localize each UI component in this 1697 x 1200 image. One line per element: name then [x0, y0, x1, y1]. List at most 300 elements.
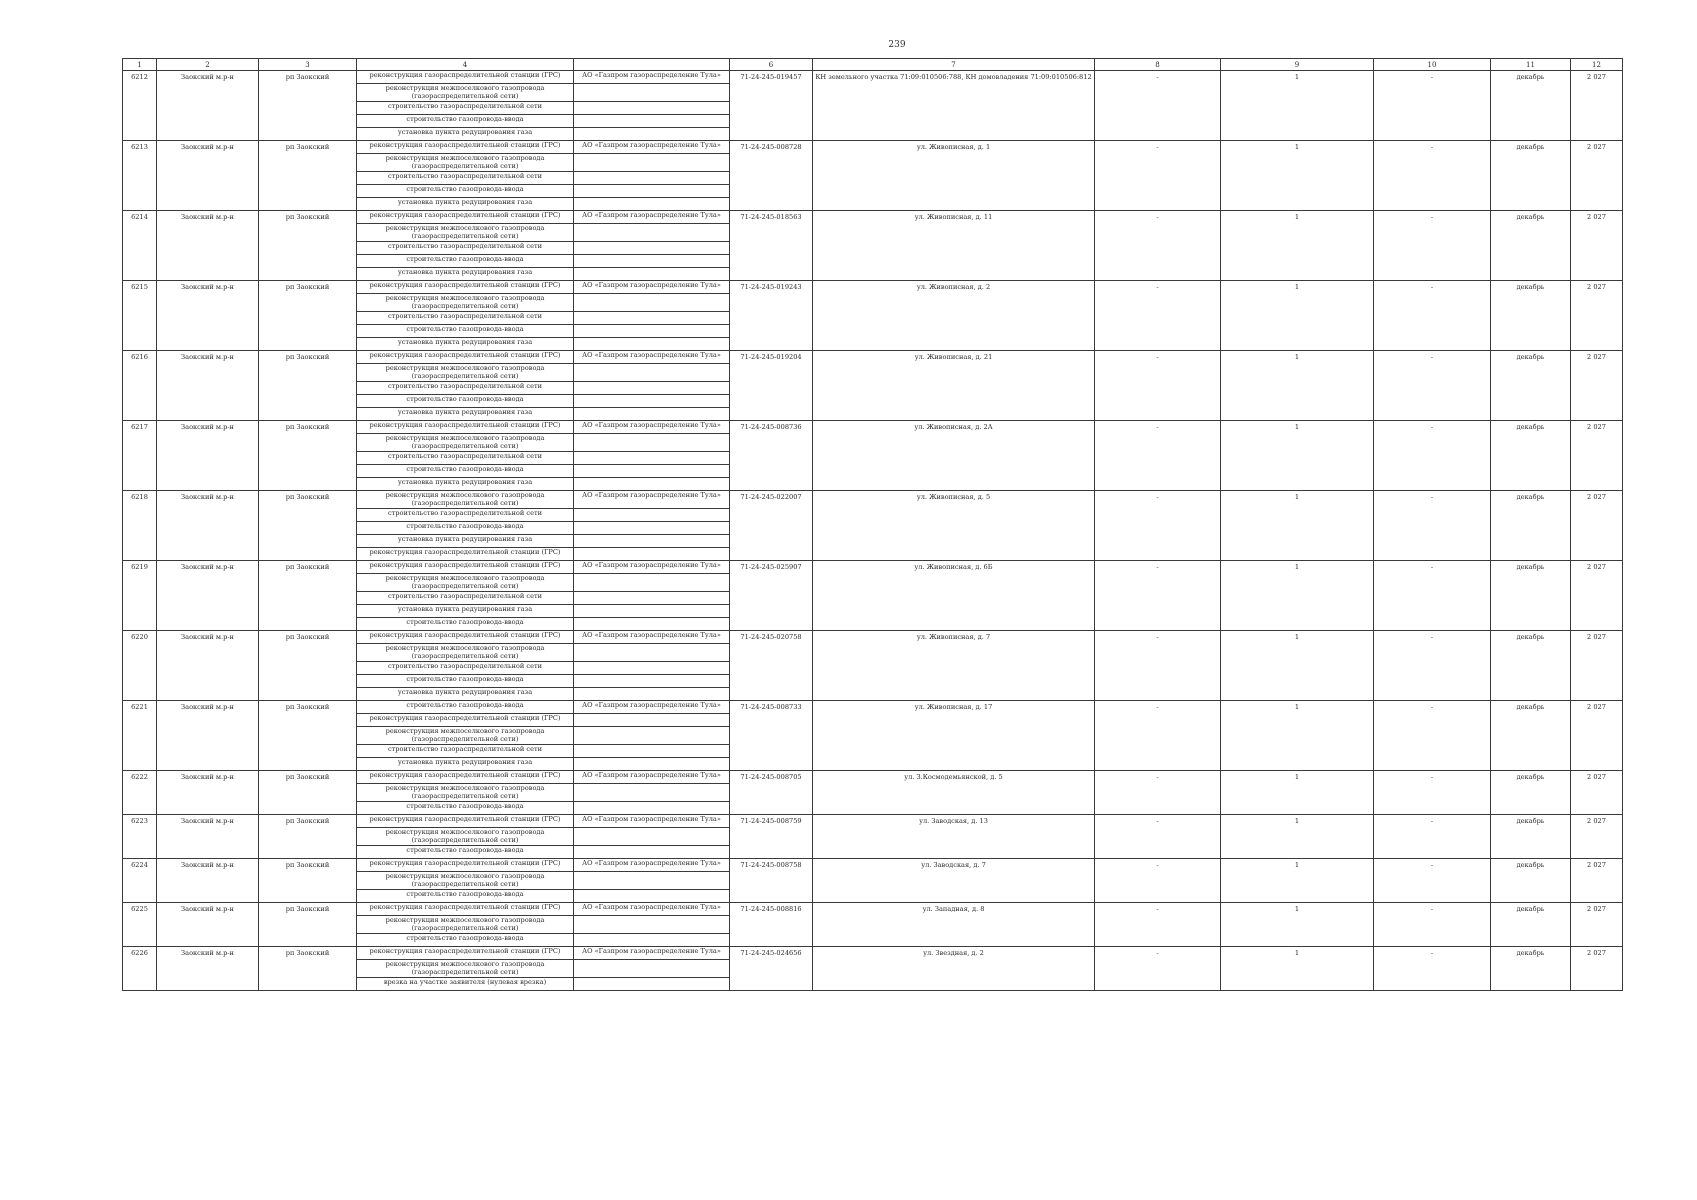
district-cell: Заокский м.р-н: [157, 903, 259, 947]
work-cell: строительство газораспределительной сети: [357, 382, 574, 395]
work-cell: реконструкция межпоселкового газопровода (газораспределительной сети): [357, 294, 574, 312]
col9-cell: 1: [1221, 771, 1374, 815]
org-cell: [574, 592, 730, 605]
work-cell: реконструкция межпоселкового газопровода (газораспределительной сети): [357, 784, 574, 802]
col10-cell: -: [1374, 211, 1491, 281]
table-row: [123, 491, 1623, 509]
gasification-table: [122, 58, 1623, 991]
row-number: 6214: [123, 211, 157, 281]
district-cell: Заокский м.р-н: [157, 211, 259, 281]
month-cell: декабрь: [1491, 771, 1571, 815]
month-cell: декабрь: [1491, 491, 1571, 561]
row-number: 6221: [123, 701, 157, 771]
work-cell: установка пункта редуцирования газа: [357, 478, 574, 491]
settlement-cell: рп Заокский: [259, 351, 357, 421]
col10-cell: -: [1374, 141, 1491, 211]
table-row: [123, 771, 1623, 784]
table-row: [123, 561, 1623, 574]
work-cell: реконструкция газораспределительной станции (ГРС): [357, 859, 574, 872]
table-row: [123, 141, 1623, 154]
org-cell: [574, 224, 730, 242]
org-cell: [574, 185, 730, 198]
year-cell: 2 027: [1571, 701, 1623, 771]
work-cell: реконструкция газораспределительной станции (ГРС): [357, 947, 574, 960]
col8-cell: -: [1095, 903, 1221, 947]
header-cell: 4: [357, 59, 574, 71]
col10-cell: -: [1374, 815, 1491, 859]
settlement-cell: рп Заокский: [259, 815, 357, 859]
work-cell: строительство газораспределительной сети: [357, 745, 574, 758]
org-cell: АО «Газпром газораспределение Тула»: [574, 491, 730, 509]
work-cell: реконструкция газораспределительной станции (ГРС): [357, 771, 574, 784]
org-cell: [574, 548, 730, 561]
work-cell: строительство газораспределительной сети: [357, 592, 574, 605]
work-cell: реконструкция межпоселкового газопровода (газораспределительной сети): [357, 84, 574, 102]
org-cell: [574, 745, 730, 758]
header-cell: 11: [1491, 59, 1571, 71]
settlement-cell: рп Заокский: [259, 71, 357, 141]
work-cell: установка пункта редуцирования газа: [357, 268, 574, 281]
org-cell: АО «Газпром газораспределение Тула»: [574, 421, 730, 434]
work-cell: врезка на участке заявителя (нулевая врезка): [357, 978, 574, 991]
row-number: 6216: [123, 351, 157, 421]
org-cell: [574, 242, 730, 255]
month-cell: декабрь: [1491, 421, 1571, 491]
month-cell: декабрь: [1491, 903, 1571, 947]
work-cell: реконструкция газораспределительной станции (ГРС): [357, 421, 574, 434]
header-cell: [574, 59, 730, 71]
header-cell: 2: [157, 59, 259, 71]
work-cell: строительство газопровода-ввода: [357, 395, 574, 408]
row-number: 6224: [123, 859, 157, 903]
district-cell: Заокский м.р-н: [157, 491, 259, 561]
year-cell: 2 027: [1571, 771, 1623, 815]
col8-cell: -: [1095, 947, 1221, 991]
work-cell: установка пункта редуцирования газа: [357, 535, 574, 548]
work-cell: реконструкция газораспределительной станции (ГРС): [357, 631, 574, 644]
col10-cell: -: [1374, 351, 1491, 421]
work-cell: установка пункта редуцирования газа: [357, 605, 574, 618]
work-cell: строительство газопровода-ввода: [357, 802, 574, 815]
settlement-cell: рп Заокский: [259, 701, 357, 771]
org-cell: [574, 872, 730, 890]
code-cell: 71-24-245-008758: [730, 859, 813, 903]
col9-cell: 1: [1221, 815, 1374, 859]
work-cell: реконструкция межпоселкового газопровода (газораспределительной сети): [357, 434, 574, 452]
org-cell: [574, 84, 730, 102]
col10-cell: -: [1374, 421, 1491, 491]
district-cell: Заокский м.р-н: [157, 421, 259, 491]
org-cell: АО «Газпром газораспределение Тула»: [574, 859, 730, 872]
org-cell: [574, 802, 730, 815]
work-cell: реконструкция межпоселкового газопровода (газораспределительной сети): [357, 364, 574, 382]
year-cell: 2 027: [1571, 421, 1623, 491]
org-cell: [574, 154, 730, 172]
org-cell: [574, 522, 730, 535]
settlement-cell: рп Заокский: [259, 141, 357, 211]
org-cell: [574, 128, 730, 141]
work-cell: реконструкция межпоселкового газопровода (газораспределительной сети): [357, 960, 574, 978]
work-cell: реконструкция газораспределительной станции (ГРС): [357, 815, 574, 828]
org-cell: [574, 758, 730, 771]
work-cell: строительство газопровода-ввода: [357, 618, 574, 631]
org-cell: АО «Газпром газораспределение Тула»: [574, 351, 730, 364]
district-cell: Заокский м.р-н: [157, 771, 259, 815]
col10-cell: -: [1374, 859, 1491, 903]
settlement-cell: рп Заокский: [259, 561, 357, 631]
org-cell: [574, 255, 730, 268]
year-cell: 2 027: [1571, 71, 1623, 141]
col9-cell: 1: [1221, 947, 1374, 991]
code-cell: 71-24-245-022007: [730, 491, 813, 561]
address-cell: ул. Заводская, д. 13: [813, 815, 1095, 859]
work-cell: реконструкция газораспределительной станции (ГРС): [357, 281, 574, 294]
org-cell: [574, 727, 730, 745]
org-cell: [574, 934, 730, 947]
col10-cell: -: [1374, 903, 1491, 947]
settlement-cell: рп Заокский: [259, 631, 357, 701]
district-cell: Заокский м.р-н: [157, 351, 259, 421]
org-cell: [574, 102, 730, 115]
org-cell: АО «Газпром газораспределение Тула»: [574, 281, 730, 294]
year-cell: 2 027: [1571, 141, 1623, 211]
work-cell: строительство газопровода-ввода: [357, 185, 574, 198]
col8-cell: -: [1095, 141, 1221, 211]
address-cell: ул. Живописная, д. 17: [813, 701, 1095, 771]
settlement-cell: рп Заокский: [259, 421, 357, 491]
work-cell: строительство газораспределительной сети: [357, 662, 574, 675]
header-row: [123, 59, 1623, 71]
org-cell: [574, 408, 730, 421]
settlement-cell: рп Заокский: [259, 771, 357, 815]
org-cell: [574, 605, 730, 618]
address-cell: КН земельного участка 71:09:010506:788, КН домовладения 71:09:010506:812: [813, 71, 1095, 141]
org-cell: [574, 714, 730, 727]
work-cell: строительство газораспределительной сети: [357, 172, 574, 185]
year-cell: 2 027: [1571, 631, 1623, 701]
org-cell: [574, 294, 730, 312]
district-cell: Заокский м.р-н: [157, 281, 259, 351]
org-cell: [574, 846, 730, 859]
year-cell: 2 027: [1571, 903, 1623, 947]
work-cell: реконструкция межпоселкового газопровода (газораспределительной сети): [357, 491, 574, 509]
year-cell: 2 027: [1571, 859, 1623, 903]
address-cell: ул. Живописная, д. 1: [813, 141, 1095, 211]
org-cell: [574, 675, 730, 688]
col9-cell: 1: [1221, 281, 1374, 351]
org-cell: АО «Газпром газораспределение Тула»: [574, 211, 730, 224]
col8-cell: -: [1095, 211, 1221, 281]
district-cell: Заокский м.р-н: [157, 701, 259, 771]
col9-cell: 1: [1221, 561, 1374, 631]
work-cell: строительство газопровода-ввода: [357, 890, 574, 903]
table-row: [123, 281, 1623, 294]
org-cell: [574, 338, 730, 351]
settlement-cell: рп Заокский: [259, 947, 357, 991]
work-cell: строительство газораспределительной сети: [357, 102, 574, 115]
work-cell: реконструкция межпоселкового газопровода (газораспределительной сети): [357, 727, 574, 745]
work-cell: реконструкция газораспределительной станции (ГРС): [357, 903, 574, 916]
header-cell: 6: [730, 59, 813, 71]
work-cell: реконструкция газораспределительной станции (ГРС): [357, 714, 574, 727]
org-cell: АО «Газпром газораспределение Тула»: [574, 903, 730, 916]
work-cell: строительство газораспределительной сети: [357, 509, 574, 522]
work-cell: установка пункта редуцирования газа: [357, 198, 574, 211]
org-cell: [574, 574, 730, 592]
org-cell: [574, 382, 730, 395]
year-cell: 2 027: [1571, 281, 1623, 351]
code-cell: 71-24-245-024656: [730, 947, 813, 991]
address-cell: ул. Живописная, д. 6Б: [813, 561, 1095, 631]
work-cell: строительство газопровода-ввода: [357, 675, 574, 688]
address-cell: ул. Заводская, д. 7: [813, 859, 1095, 903]
row-number: 6225: [123, 903, 157, 947]
col10-cell: -: [1374, 71, 1491, 141]
address-cell: ул. Звездная, д. 2: [813, 947, 1095, 991]
col10-cell: -: [1374, 631, 1491, 701]
month-cell: декабрь: [1491, 281, 1571, 351]
row-number: 6212: [123, 71, 157, 141]
org-cell: [574, 960, 730, 978]
row-number: 6217: [123, 421, 157, 491]
table-row: [123, 631, 1623, 644]
org-cell: АО «Газпром газораспределение Тула»: [574, 631, 730, 644]
col9-cell: 1: [1221, 71, 1374, 141]
col8-cell: -: [1095, 859, 1221, 903]
code-cell: 71-24-245-019204: [730, 351, 813, 421]
year-cell: 2 027: [1571, 947, 1623, 991]
col8-cell: -: [1095, 351, 1221, 421]
address-cell: ул. Живописная, д. 11: [813, 211, 1095, 281]
org-cell: АО «Газпром газораспределение Тула»: [574, 701, 730, 714]
code-cell: 71-24-245-008736: [730, 421, 813, 491]
code-cell: 71-24-245-008705: [730, 771, 813, 815]
col9-cell: 1: [1221, 351, 1374, 421]
org-cell: [574, 325, 730, 338]
row-number: 6215: [123, 281, 157, 351]
org-cell: [574, 198, 730, 211]
header-cell: 8: [1095, 59, 1221, 71]
col10-cell: -: [1374, 701, 1491, 771]
settlement-cell: рп Заокский: [259, 859, 357, 903]
district-cell: Заокский м.р-н: [157, 947, 259, 991]
col8-cell: -: [1095, 701, 1221, 771]
row-number: 6219: [123, 561, 157, 631]
table-row: [123, 903, 1623, 916]
work-cell: строительство газопровода-ввода: [357, 255, 574, 268]
district-cell: Заокский м.р-н: [157, 141, 259, 211]
col8-cell: -: [1095, 421, 1221, 491]
code-cell: 71-24-245-018563: [730, 211, 813, 281]
address-cell: ул. Живописная, д. 2А: [813, 421, 1095, 491]
col8-cell: -: [1095, 815, 1221, 859]
work-cell: строительство газораспределительной сети: [357, 242, 574, 255]
col9-cell: 1: [1221, 903, 1374, 947]
col10-cell: -: [1374, 561, 1491, 631]
work-cell: строительство газопровода-ввода: [357, 465, 574, 478]
row-number: 6222: [123, 771, 157, 815]
header-cell: 12: [1571, 59, 1623, 71]
year-cell: 2 027: [1571, 211, 1623, 281]
col8-cell: -: [1095, 631, 1221, 701]
org-cell: [574, 478, 730, 491]
col9-cell: 1: [1221, 211, 1374, 281]
table-row: [123, 71, 1623, 84]
col8-cell: -: [1095, 561, 1221, 631]
table-row: [123, 351, 1623, 364]
settlement-cell: рп Заокский: [259, 211, 357, 281]
col8-cell: -: [1095, 771, 1221, 815]
code-cell: 71-24-245-008733: [730, 701, 813, 771]
col10-cell: -: [1374, 947, 1491, 991]
code-cell: 71-24-245-008816: [730, 903, 813, 947]
org-cell: [574, 172, 730, 185]
code-cell: 71-24-245-020758: [730, 631, 813, 701]
col9-cell: 1: [1221, 859, 1374, 903]
table-row: [123, 211, 1623, 224]
code-cell: 71-24-245-025907: [730, 561, 813, 631]
col9-cell: 1: [1221, 631, 1374, 701]
work-cell: установка пункта редуцирования газа: [357, 338, 574, 351]
work-cell: строительство газораспределительной сети: [357, 452, 574, 465]
address-cell: ул. З.Космодемьянской, д. 5: [813, 771, 1095, 815]
work-cell: реконструкция газораспределительной станции (ГРС): [357, 71, 574, 84]
col10-cell: -: [1374, 491, 1491, 561]
row-number: 6223: [123, 815, 157, 859]
org-cell: [574, 268, 730, 281]
district-cell: Заокский м.р-н: [157, 859, 259, 903]
address-cell: ул. Западная, д. 8: [813, 903, 1095, 947]
org-cell: [574, 644, 730, 662]
code-cell: 71-24-245-019243: [730, 281, 813, 351]
code-cell: 71-24-245-008759: [730, 815, 813, 859]
org-cell: АО «Газпром газораспределение Тула»: [574, 71, 730, 84]
year-cell: 2 027: [1571, 351, 1623, 421]
org-cell: [574, 618, 730, 631]
work-cell: установка пункта редуцирования газа: [357, 128, 574, 141]
col9-cell: 1: [1221, 421, 1374, 491]
work-cell: реконструкция межпоселкового газопровода (газораспределительной сети): [357, 872, 574, 890]
work-cell: строительство газопровода-ввода: [357, 115, 574, 128]
work-cell: реконструкция газораспределительной станции (ГРС): [357, 141, 574, 154]
header-cell: 10: [1374, 59, 1491, 71]
month-cell: декабрь: [1491, 859, 1571, 903]
row-number: 6220: [123, 631, 157, 701]
settlement-cell: рп Заокский: [259, 281, 357, 351]
month-cell: декабрь: [1491, 631, 1571, 701]
district-cell: Заокский м.р-н: [157, 631, 259, 701]
year-cell: 2 027: [1571, 561, 1623, 631]
org-cell: АО «Газпром газораспределение Тула»: [574, 771, 730, 784]
org-cell: [574, 434, 730, 452]
settlement-cell: рп Заокский: [259, 903, 357, 947]
district-cell: Заокский м.р-н: [157, 71, 259, 141]
org-cell: АО «Газпром газораспределение Тула»: [574, 141, 730, 154]
month-cell: декабрь: [1491, 947, 1571, 991]
org-cell: [574, 978, 730, 991]
address-cell: ул. Живописная, д. 2: [813, 281, 1095, 351]
table-row: [123, 421, 1623, 434]
row-number: 6218: [123, 491, 157, 561]
work-cell: реконструкция межпоселкового газопровода (газораспределительной сети): [357, 916, 574, 934]
work-cell: реконструкция газораспределительной станции (ГРС): [357, 351, 574, 364]
col8-cell: -: [1095, 281, 1221, 351]
table-row: [123, 701, 1623, 714]
col10-cell: -: [1374, 771, 1491, 815]
year-cell: 2 027: [1571, 491, 1623, 561]
district-cell: Заокский м.р-н: [157, 561, 259, 631]
work-cell: реконструкция межпоселкового газопровода (газораспределительной сети): [357, 828, 574, 846]
col10-cell: -: [1374, 281, 1491, 351]
work-cell: строительство газопровода-ввода: [357, 846, 574, 859]
row-number: 6226: [123, 947, 157, 991]
org-cell: АО «Газпром газораспределение Тула»: [574, 815, 730, 828]
header-cell: 1: [123, 59, 157, 71]
org-cell: [574, 452, 730, 465]
work-cell: реконструкция газораспределительной станции (ГРС): [357, 211, 574, 224]
table-row: [123, 815, 1623, 828]
col9-cell: 1: [1221, 701, 1374, 771]
work-cell: установка пункта редуцирования газа: [357, 758, 574, 771]
row-number: 6213: [123, 141, 157, 211]
col8-cell: -: [1095, 491, 1221, 561]
month-cell: декабрь: [1491, 561, 1571, 631]
address-cell: ул. Живописная, д. 5: [813, 491, 1095, 561]
month-cell: декабрь: [1491, 211, 1571, 281]
org-cell: [574, 662, 730, 675]
work-cell: реконструкция межпоселкового газопровода (газораспределительной сети): [357, 574, 574, 592]
settlement-cell: рп Заокский: [259, 491, 357, 561]
org-cell: [574, 364, 730, 382]
org-cell: [574, 312, 730, 325]
table-row: [123, 947, 1623, 960]
month-cell: декабрь: [1491, 701, 1571, 771]
col9-cell: 1: [1221, 491, 1374, 561]
work-cell: установка пункта редуцирования газа: [357, 688, 574, 701]
district-cell: Заокский м.р-н: [157, 815, 259, 859]
work-cell: реконструкция межпоселкового газопровода (газораспределительной сети): [357, 644, 574, 662]
work-cell: строительство газопровода-ввода: [357, 934, 574, 947]
code-cell: 71-24-245-008728: [730, 141, 813, 211]
month-cell: декабрь: [1491, 351, 1571, 421]
org-cell: [574, 465, 730, 478]
table-row: [123, 859, 1623, 872]
work-cell: строительство газопровода-ввода: [357, 701, 574, 714]
month-cell: декабрь: [1491, 71, 1571, 141]
org-cell: [574, 890, 730, 903]
org-cell: [574, 535, 730, 548]
org-cell: [574, 115, 730, 128]
work-cell: реконструкция газораспределительной станции (ГРС): [357, 548, 574, 561]
org-cell: АО «Газпром газораспределение Тула»: [574, 561, 730, 574]
org-cell: [574, 395, 730, 408]
work-cell: реконструкция межпоселкового газопровода (газораспределительной сети): [357, 224, 574, 242]
org-cell: [574, 784, 730, 802]
address-cell: ул. Живописная, д. 7: [813, 631, 1095, 701]
org-cell: [574, 916, 730, 934]
page-number: 239: [888, 40, 906, 50]
work-cell: реконструкция межпоселкового газопровода (газораспределительной сети): [357, 154, 574, 172]
year-cell: 2 027: [1571, 815, 1623, 859]
header-cell: 3: [259, 59, 357, 71]
col9-cell: 1: [1221, 141, 1374, 211]
org-cell: [574, 509, 730, 522]
header-cell: 7: [813, 59, 1095, 71]
org-cell: [574, 688, 730, 701]
work-cell: установка пункта редуцирования газа: [357, 408, 574, 421]
work-cell: строительство газопровода-ввода: [357, 522, 574, 535]
org-cell: [574, 828, 730, 846]
